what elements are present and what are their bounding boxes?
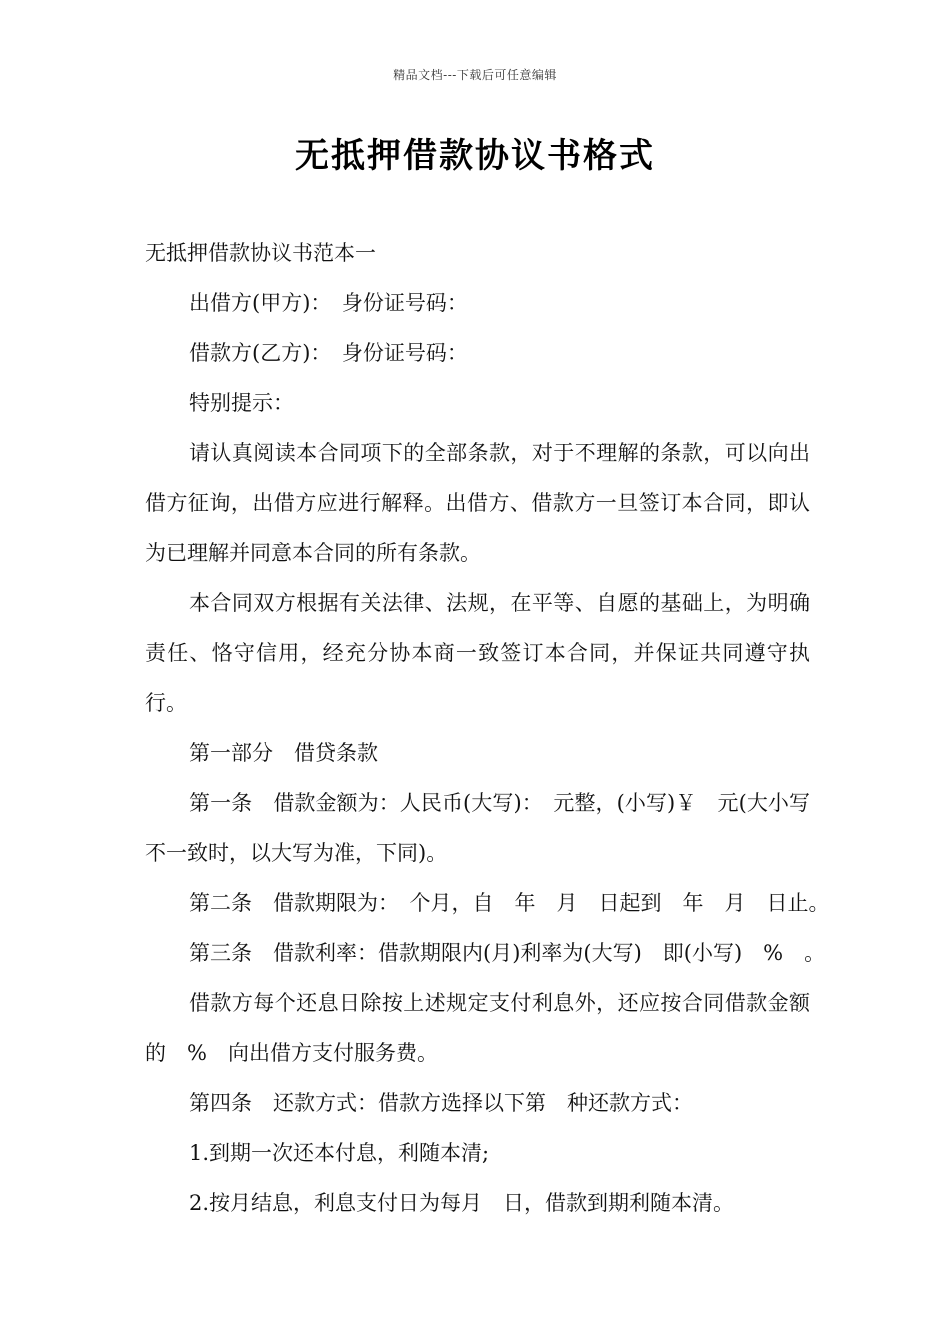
notice-paragraph: 请认真阅读本合同项下的全部条款，对于不理解的条款，可以向出借方征询，出借方应进行解释。出借方、借款方一旦签订本合同，即认为已理解并同意本合同的所有条款。 — [145, 441, 810, 565]
header-note: 精品文档---下载后可任意编辑 — [393, 68, 557, 82]
document-title: 无抵押借款协议书格式 — [295, 136, 655, 176]
document-body — [145, 228, 830, 1228]
lender-line: 出借方(甲方)： 身份证号码： — [189, 291, 468, 315]
article-three: 第三条 借款利率：借款期限内(月)利率为(大写) 即(小写) % 。 — [189, 941, 826, 965]
article-one: 第一条 借款金额为：人民币(大写)： 元整，(小写)￥ 元(大小写不一致时，以大写为准，下同)。 — [145, 791, 810, 865]
agreement-paragraph: 本合同双方根据有关法律、法规，在平等、自愿的基础上，为明确责任、恪守信用，经充分协本商一致签订本合同，并保证共同遵守执行。 — [145, 591, 810, 715]
article-four: 第四条 还款方式：借款方选择以下第 种还款方式： — [189, 1091, 693, 1115]
repayment-option-2: 2.按月结息，利息支付日为每月 日，借款到期利随本清。 — [189, 1191, 735, 1215]
special-notice-label: 特别提示： — [189, 391, 294, 415]
service-fee-paragraph: 借款方每个还息日除按上述规定支付利息外，还应按合同借款金额的 % 向出借方支付服务费。 — [145, 991, 810, 1065]
part-one-heading: 第一部分 借贷条款 — [189, 741, 378, 765]
borrower-line: 借款方(乙方)： 身份证号码： — [189, 341, 468, 365]
repayment-option-1: 1.到期一次还本付息，利随本清; — [189, 1141, 490, 1165]
article-two: 第二条 借款期限为： 个月，自 年 月 日起到 年 月 日止。 — [189, 891, 830, 915]
section-heading: 无抵押借款协议书范本一 — [145, 241, 376, 265]
